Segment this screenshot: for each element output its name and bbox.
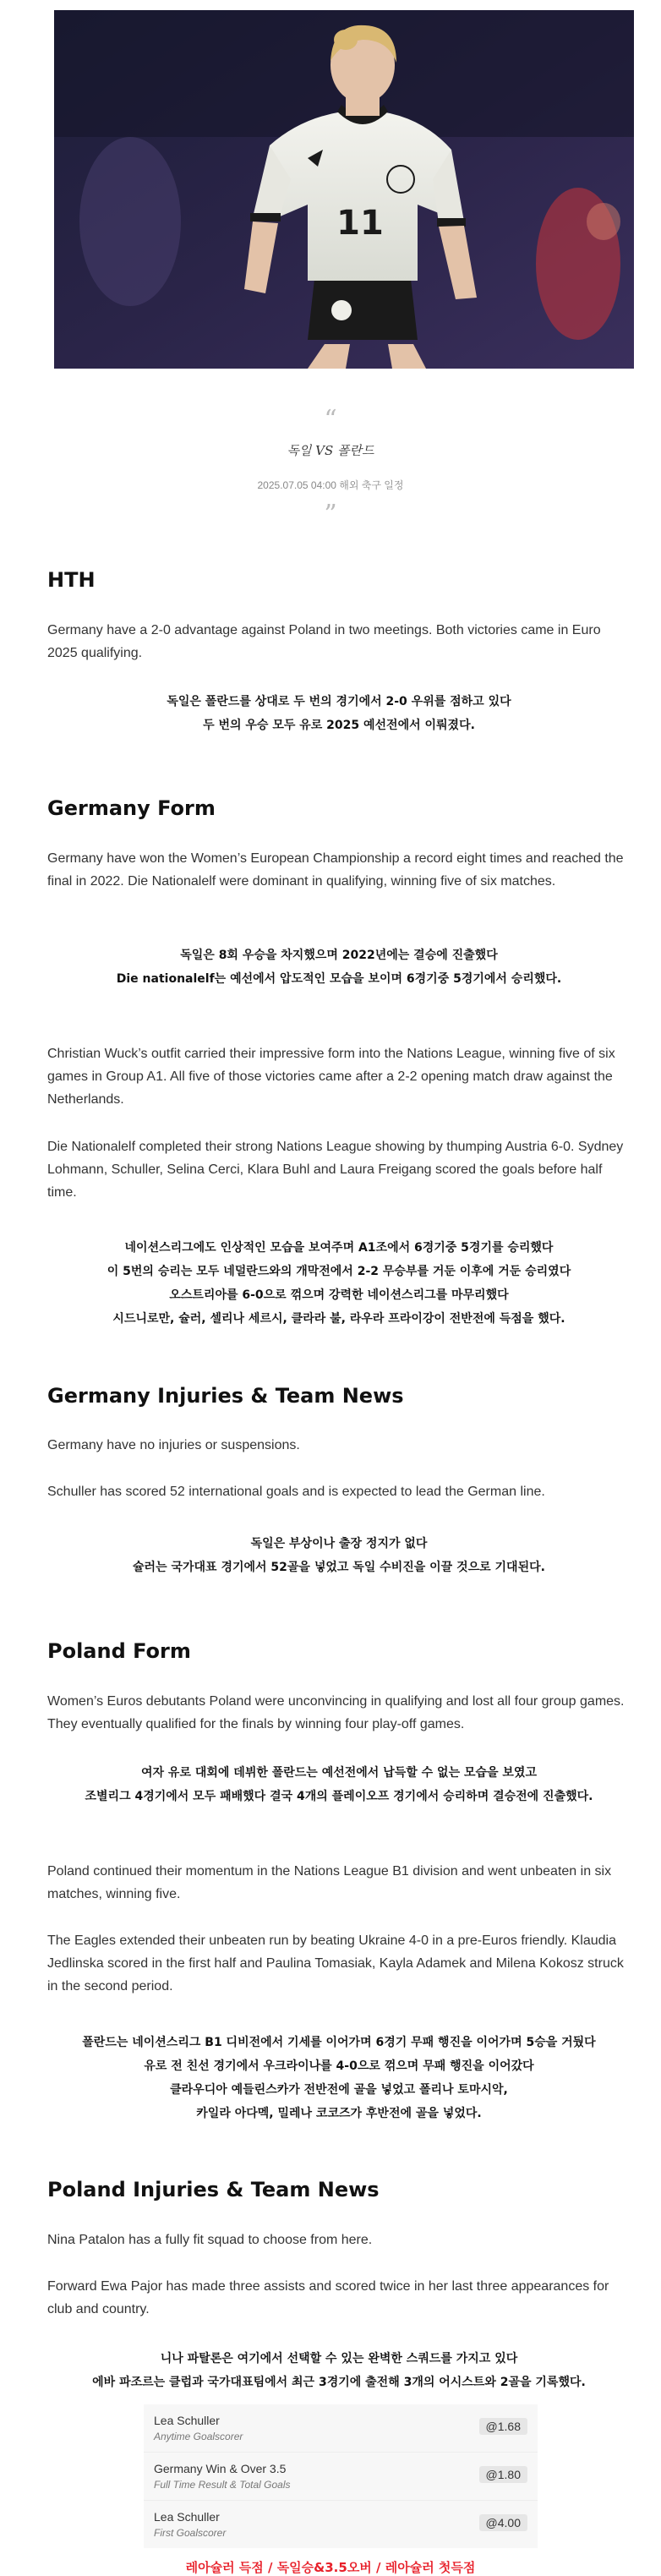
poland-injuries-korean-summary: 니나 파탈론은 여기에서 선택할 수 있는 완벽한 스쿼드를 가지고 있다 에바 파조르는 클럽과 국가대표팀에서 최근 3경기에 출전해 3개의 어시스트와 2골을 기록했다. <box>92 2352 586 2389</box>
bet-market: Anytime Goalscorer <box>154 2431 243 2442</box>
jersey-number: 11 <box>336 204 384 243</box>
section-heading-hth: HTH <box>47 568 96 592</box>
bet-row[interactable] <box>144 2404 538 2453</box>
germany-injuries-paragraph-1: Germany have no injuries or suspensions. <box>47 1438 300 1452</box>
poland-form-paragraph-3: The Eagles extended their unbeaten run by beating Ukraine 4-0 in a pre-Euros friendly. Klaudia Jedlinska scored in the first half and Paulina Tomasiak, Kayla Adamek and Milena Kokosz struck in the second period. <box>47 1933 624 1994</box>
bet-summary: 레아슐러 득점 / 독일승&3.5오버 / 레아슐러 첫득점 <box>185 2560 476 2575</box>
match-title: 독일 VS 폴란드 <box>287 443 374 458</box>
bet-market: First Goalscorer <box>154 2527 227 2539</box>
poland-form-paragraph-2: Poland continued their momentum in the Nations League B1 division and went unbeaten in six matches, winning five. <box>47 1864 612 1901</box>
section-heading-poland-form: Poland Form <box>47 1639 191 1663</box>
germany-injuries-paragraph-2: Schuller has scored 52 international goals and is expected to lead the German line. <box>47 1485 545 1499</box>
hth-paragraph: Germany have a 2-0 advantage against Poland in two meetings. Both victories came in Euro 2025 qualifying. <box>47 623 601 660</box>
germany-form-korean-summary-2: 네이션스리그에도 인상적인 모습을 보여주며 A1조에서 6경기중 5경기를 승리했다 이 5번의 승리는 모두 네덜란드와의 개막전에서 2-2 무승부를 거둔 이후에 거둔 승리였다 오스트리아를 6-0으로 꺾으며 강력한 네이션스리그를 마무리했다 시드니로만, 슐러, 셀리나 세르시, 클라라 불, 라우라 프라이강이 전반전에 득점을 했다. <box>107 1241 571 1326</box>
match-date: 2025.07.05 04:00 해외 축구 일정 <box>257 479 404 491</box>
bet-selection: Germany Win & Over 3.5 <box>154 2462 287 2475</box>
bet-odds-button[interactable]: @1.68 <box>479 2418 527 2435</box>
germany-form-korean-summary-1: 독일은 8회 우승을 차지했으며 2022년에는 결승에 진출했다 Die nationalelf는 예선에서 압도적인 모습을 보이며 6경기중 5경기에서 승리했다. <box>116 949 562 986</box>
bet-row[interactable] <box>144 2501 538 2548</box>
poland-injuries-paragraph-1: Nina Patalon has a fully fit squad to choose from here. <box>47 2233 373 2247</box>
germany-form-paragraph-2: Christian Wuck’s outfit carried their impressive form into the Nations League, winning five of six games in Group A1. All five of those victories came after a 2-2 opening match draw against the Netherlands. <box>47 1047 615 1107</box>
match-header <box>0 407 661 528</box>
betting-tips <box>144 2404 538 2548</box>
bet-row[interactable] <box>144 2453 538 2501</box>
germany-form-paragraph-1: Germany have won the Women’s European Championship a record eight times and reached the final in 2022. Die Nationalelf were dominant in qualifying, winning five of six matches. <box>47 851 624 889</box>
bet-selection: Lea Schuller <box>154 2414 220 2427</box>
hth-korean-summary: 독일은 폴란드를 상대로 두 번의 경기에서 2-0 우위를 점하고 있다 두 번의 우승 모두 유로 2025 예선전에서 이뤄졌다. <box>167 695 511 732</box>
germany-injuries-korean-summary: 독일은 부상이나 출장 정지가 없다 슐러는 국가대표 경기에서 52골을 넣었고 독일 수비진을 이끌 것으로 기대된다. <box>133 1537 545 1574</box>
bet-selection: Lea Schuller <box>154 2510 220 2524</box>
poland-form-korean-summary-1: 여자 유로 대회에 데뷔한 폴란드는 예선전에서 납득할 수 없는 모습을 보였고 조별리그 4경기에서 모두 패배했다 결국 4개의 플레이오프 경기에서 승리하며 결승전에 진출했다. <box>85 1766 593 1803</box>
germany-form-paragraph-3: Die Nationalelf completed their strong Nations League showing by thumping Austria 6-0. Sydney Lohmann, Schuller, Selina Cerci, Klara Buhl and Laura Freigang scored the goals before half time. <box>47 1140 624 1200</box>
poland-form-korean-summary-2: 폴란드는 네이션스리그 B1 디비전에서 기세를 이어가며 6경기 무패 행진을 이어가며 5승을 거뒀다 유로 전 친선 경기에서 우크라이나를 4-0으로 꺾으며 무패 행진을 이어갔다 클라우디아 예들린스카가 전반전에 골을 넣었고 폴리나 토마시악, 카일라 아다멕, 밀레나 코코즈가 후반전에 골을 넣었다. <box>82 2036 596 2120</box>
hero-photo <box>54 10 634 369</box>
poland-form-paragraph-1: Women’s Euros debutants Poland were unconvincing in qualifying and lost all four group games. They eventually qualified for the finals by winning four play-off games. <box>47 1694 625 1731</box>
bet-market: Full Time Result & Total Goals <box>154 2479 291 2491</box>
bet-odds-button[interactable]: @1.80 <box>479 2466 527 2483</box>
quote-close-icon: ” <box>324 500 337 529</box>
bet-odds-button[interactable]: @4.00 <box>479 2514 527 2531</box>
section-heading-germany-form: Germany Form <box>47 796 216 820</box>
section-heading-germany-injuries: Germany Injuries & Team News <box>47 1384 404 1408</box>
quote-open-icon: “ <box>324 405 337 435</box>
poland-injuries-paragraph-2: Forward Ewa Pajor has made three assists and scored twice in her last three appearances for club and country. <box>47 2279 609 2316</box>
section-heading-poland-injuries: Poland Injuries & Team News <box>47 2178 380 2201</box>
